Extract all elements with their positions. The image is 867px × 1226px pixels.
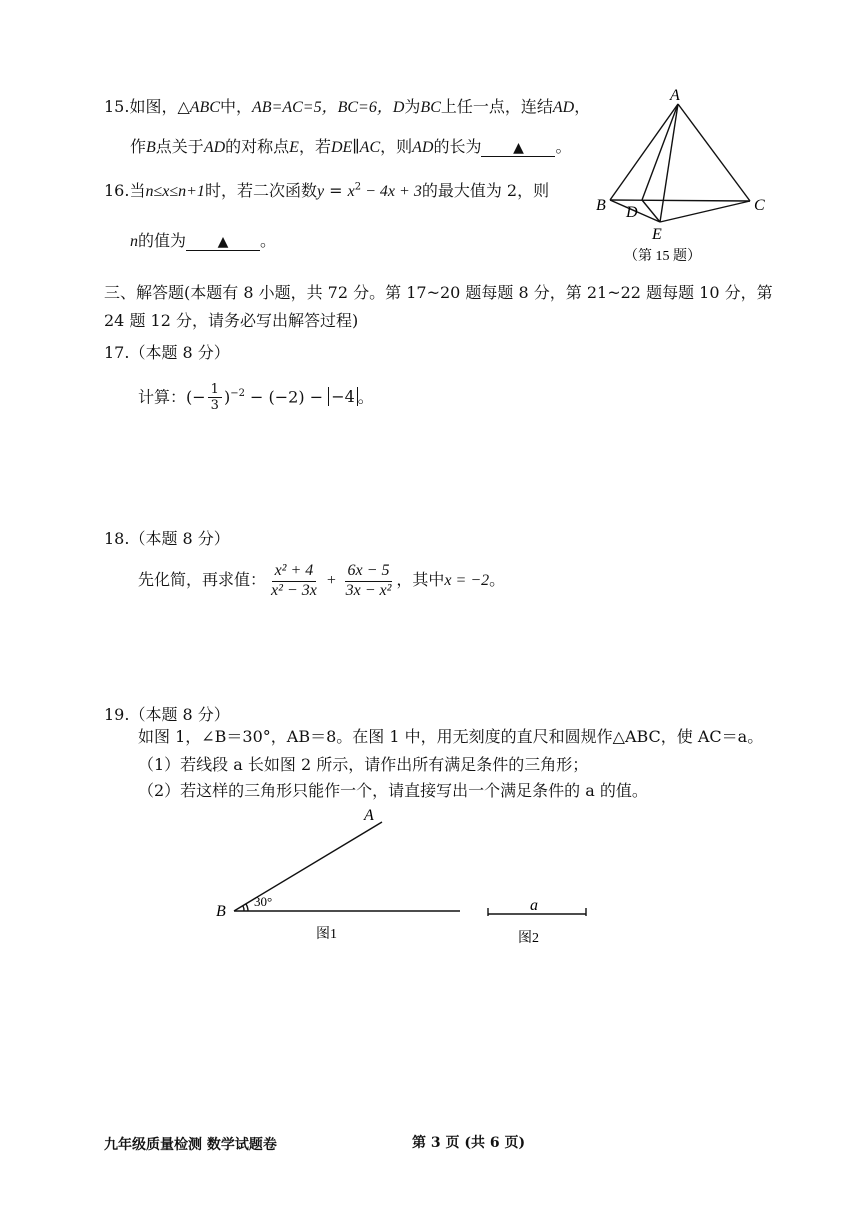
- q15-number: 15.: [104, 97, 130, 116]
- fig1-caption: 图1: [316, 927, 337, 942]
- segment-ab: [610, 104, 678, 200]
- q16-line1: 16.当n≤x≤n+1时，若二次函数$y = x^2 - 4x + 3$的最大值为 2，则: [104, 181, 550, 200]
- section3-line1: 三、解答题(本题有 8 小题，共 72 分。第 17~20 题每题 8 分，第 21~22 题每题 10 分，第: [104, 283, 773, 302]
- fig2-caption: 图2: [518, 931, 539, 946]
- segment-ad: [642, 104, 678, 200]
- segment-bc: [610, 200, 750, 201]
- answer-triangle-icon: ▲: [217, 234, 229, 250]
- section3-line2: 24 题 12 分，请务必写出解答过程): [104, 311, 359, 330]
- q19-part2: （2）若这样的三角形只能作一个，请直接写出一个满足条件的 a 的值。: [138, 781, 648, 800]
- q15-line2: 作B点关于AD的对称点E，若DE∥AC，则AD的长为 ▲ 。: [130, 137, 572, 156]
- q16-answer-blank[interactable]: [186, 233, 260, 251]
- q16-number: 16.: [104, 181, 130, 200]
- q19-line1: 如图 1，∠B＝30°，AB＝8。在图 1 中，用无刻度的直尺和圆规作△ABC，使 AC＝a。: [138, 727, 764, 746]
- q16-line2: n的值为 ▲ 。: [130, 231, 277, 250]
- q17-expression: 计算：(− $\frac{1}{3}$ )$^{-2}$ − (−2) − −4 。: [138, 381, 374, 414]
- q17-absolute-value: −4: [328, 387, 358, 406]
- q15-line1: 15.如图，△ABC中，AB=AC=5，BC=6，D为BC上任一点，连结AD，: [104, 97, 591, 116]
- segment-ac: [678, 104, 750, 201]
- label-d: D: [626, 204, 638, 221]
- fig1-label-a: A: [364, 807, 374, 824]
- label-c: C: [754, 197, 765, 214]
- segment-ec: [660, 201, 750, 222]
- q18-fraction-2: $\frac{6x - 5}{\text{3x − x²}}$: [345, 562, 392, 599]
- q19-figure-1: [210, 800, 480, 950]
- q15-answer-blank[interactable]: [481, 139, 555, 157]
- q17-fraction: $\frac{1}{3}$: [208, 383, 222, 413]
- label-b: B: [596, 197, 606, 214]
- footer-left: 九年级质量检测 数学试题卷: [104, 1137, 277, 1153]
- q18-expression: 先化简，再求值： $\frac{\text{x² + 4}}{\text{x² − 3x}}$ + $\frac{6x - 5}{\text{3x − x²}}$ ，其中x = −2。: [138, 562, 506, 599]
- label-a: A: [670, 87, 680, 104]
- q15-figure: [590, 86, 780, 266]
- answer-triangle-icon: ▲: [513, 140, 524, 156]
- label-e: E: [652, 226, 662, 243]
- q17-header: 17.（本题 8 分）: [104, 343, 230, 362]
- q19-header: 19.（本题 8 分）: [104, 705, 230, 724]
- footer-page-number: 第 3 页 (共 6 页): [412, 1135, 526, 1151]
- angle-arc-inner: [243, 906, 244, 911]
- q19-part1: （1）若线段 a 长如图 2 所示，请作出所有满足条件的三角形；: [138, 755, 589, 774]
- fig1-angle-label: 30°: [254, 894, 273, 909]
- q18-fraction-1: $\frac{\text{x² + 4}}{\text{x² − 3x}}$: [271, 562, 317, 599]
- q18-header: 18.（本题 8 分）: [104, 529, 230, 548]
- q19-figure-2: [480, 890, 600, 950]
- segment-ae: [660, 104, 678, 222]
- q15-figure-caption: （第 15 题）: [624, 249, 701, 264]
- angle-arc: [246, 904, 248, 911]
- fig1-label-b: B: [216, 903, 226, 920]
- fig2-label-a: a: [530, 897, 538, 914]
